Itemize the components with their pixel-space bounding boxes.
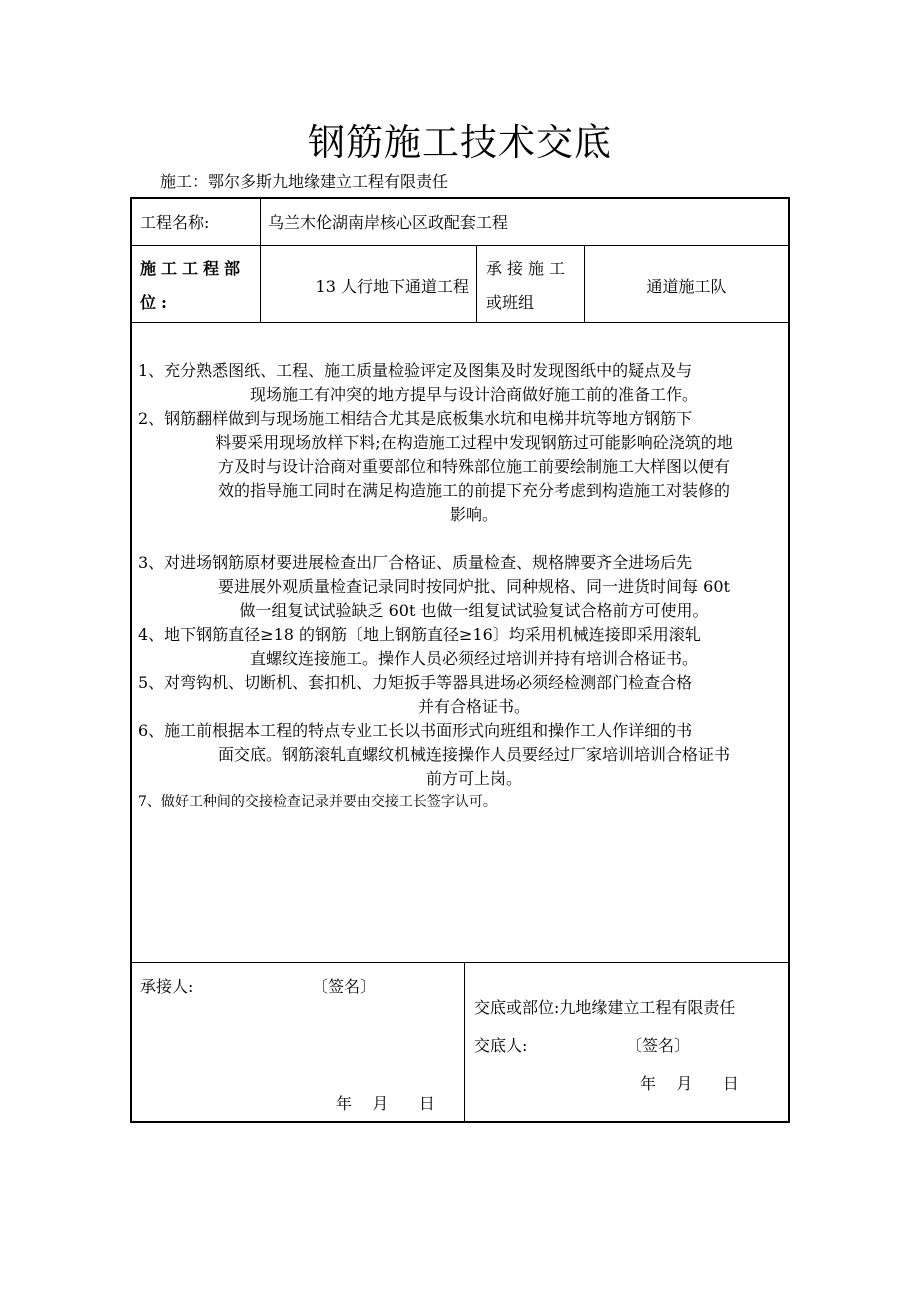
team-label-line1: 承接施工: [486, 259, 571, 278]
disclosing-department: 交底或部位:九地缘建立工程有限责任: [474, 998, 736, 1017]
disclosure-item: [138, 671, 784, 719]
disclosure-item: [138, 623, 784, 671]
column-divider: [476, 245, 477, 322]
disclosure-item-first-line: 3、对进场钢筋原材要进展检查出厂合格证、质量检查、规格牌要齐全进场后先: [138, 553, 693, 572]
disclosure-item: [138, 359, 784, 407]
disclosure-item-continuation: 做一组复试试验缺乏 60t 也做一组复试试验复试合格前方可使用。: [239, 601, 709, 620]
project-name-value: 乌兰木伦湖南岸核心区政配套工程: [268, 213, 509, 232]
disclosure-item-continuation: 方及时与设计洽商对重要部位和特殊部位施工前要绘制施工大样图以便有: [217, 457, 730, 476]
disclosure-item-first-line: 2、钢筋翻样做到与现场施工相结合尤其是底板集水坑和电梯井坑等地方钢筋下: [138, 409, 693, 428]
disclosure-item: [138, 407, 784, 527]
construction-part-label-line1: 施工工程部: [140, 259, 246, 278]
disclosure-item-continuation: 前方可上岗。: [425, 769, 522, 788]
row-divider: [132, 245, 788, 246]
giver-label: 交底人:: [474, 1036, 528, 1055]
receiver-date: 年 月 日: [336, 1094, 435, 1113]
disclosure-item-continuation: 要进展外观质量检查记录同时按同炉批、同种规格、同一进货时间每 60t: [218, 577, 730, 596]
disclosure-item-continuation: 并有合格证书。: [417, 697, 530, 716]
receiver-signature-label: 〔签名〕: [312, 977, 377, 996]
disclosure-item-continuation: 直螺纹连接施工。操作人员必须经过培训并持有培训合格证书。: [249, 649, 698, 668]
disclosure-content: [138, 359, 784, 813]
row-divider: [132, 322, 788, 323]
disclosure-item-continuation: 效的指导施工同时在满足构造施工的前提下充分考虑到构造施工对装修的: [217, 481, 730, 500]
construction-part-label: [140, 257, 256, 315]
disclosure-item-first-line: 1、充分熟悉图纸、工程、施工质量检验评定及图集及时发现图纸中的疑点及与: [138, 361, 693, 380]
paragraph-gap: [138, 527, 784, 551]
disclosure-item-first-line: 4、地下钢筋直径≥18 的钢筋〔地上钢筋直径≥16〕均采用机械连接即采用滚轧: [138, 625, 701, 644]
disclosure-item-continuation: 影响。: [449, 505, 498, 524]
disclosure-item: [138, 791, 784, 813]
disclosure-item-first-line: 7、做好工种间的交接检查记录并要由交接工长签字认可。: [138, 794, 497, 810]
disclosure-item-continuation: 现场施工有冲突的地方提早与设计洽商做好施工前的准备工作。: [249, 385, 698, 404]
team-value: 通道施工队: [646, 277, 727, 296]
project-name-label: 工程名称:: [140, 213, 210, 232]
disclosure-item-first-line: 6、施工前根据本工程的特点专业工长以书面形式向班组和操作工人作详细的书: [138, 721, 693, 740]
construction-part-value: 13 人行地下通道工程: [315, 277, 469, 296]
document-title: 钢筋施工技术交底: [308, 121, 612, 164]
giver-signature-label: 〔签名〕: [626, 1036, 691, 1055]
disclosure-item-first-line: 5、对弯钩机、切断机、套扣机、力矩扳手等器具进场必须经检测部门检查合格: [138, 673, 693, 692]
receiver-label: 承接人:: [140, 977, 194, 996]
disclosure-item-continuation: 料要采用现场放样下料;在构造施工过程中发现钢筋过可能影响砼浇筑的地: [215, 433, 733, 452]
column-divider: [464, 962, 465, 1121]
column-divider: [260, 199, 261, 322]
giver-date: 年 月 日: [640, 1074, 739, 1093]
disclosure-item: [138, 719, 784, 791]
disclosure-table: [130, 197, 790, 1123]
constructor-line: 施工：鄂尔多斯九地缘建立工程有限责任: [160, 172, 449, 191]
team-label: [486, 257, 580, 315]
disclosure-item-continuation: 面交底。钢筋滚轧直螺纹机械连接操作人员要经过厂家培训培训合格证书: [217, 745, 730, 764]
team-label-line2: 或班组: [486, 293, 535, 312]
row-divider: [132, 962, 788, 963]
construction-part-label-line2: 位:: [140, 293, 172, 312]
disclosure-item: [138, 551, 784, 623]
